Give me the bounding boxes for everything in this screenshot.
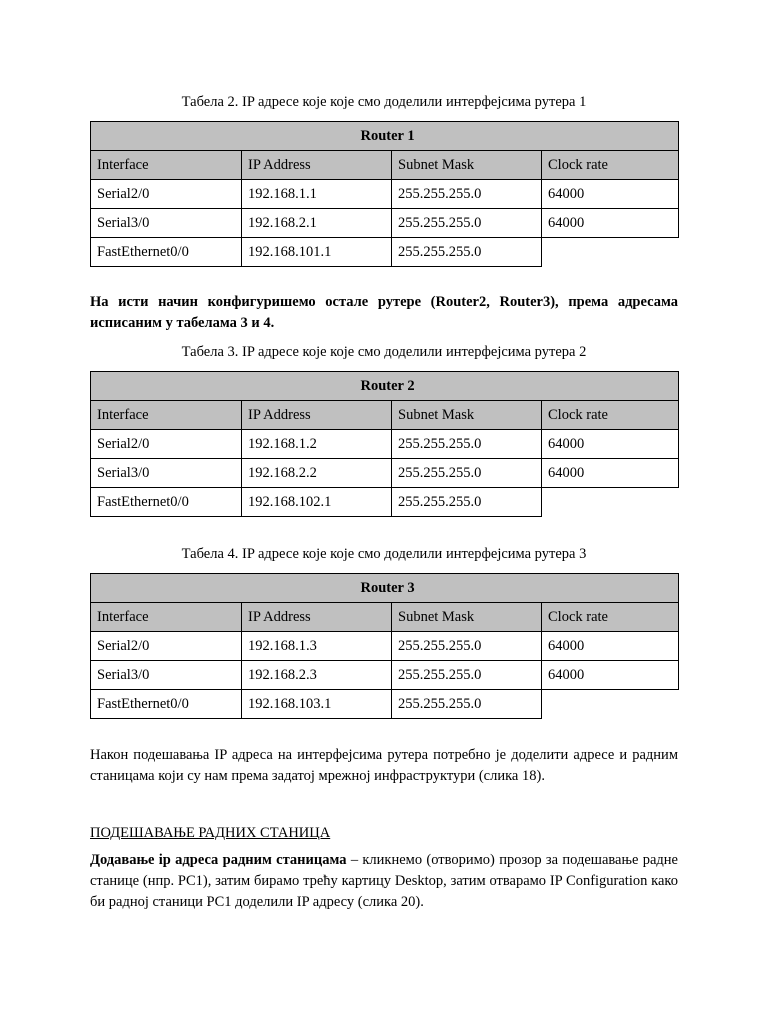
cell-clock: 64000 [542, 209, 679, 238]
table-row [91, 430, 679, 459]
table-row [91, 459, 679, 488]
table-caption-2: Табела 2. IP адресе које које смо доделили интерфејсима рутера 1 [181, 94, 587, 110]
cell-interface: Serial2/0 [91, 430, 242, 459]
cell-interface: FastEthernet0/0 [91, 690, 242, 719]
column-header-mask: Subnet Mask [392, 401, 542, 430]
table-caption-4: Табела 4. IP адресе које које смо доделили интерфејсима рутера 3 [181, 546, 587, 562]
cell-ip: 192.168.2.2 [242, 459, 392, 488]
cell-clock: 64000 [542, 459, 679, 488]
column-header-ip: IP Address [242, 603, 392, 632]
cell-ip: 192.168.103.1 [242, 690, 392, 719]
cell-clock: 64000 [542, 632, 679, 661]
cell-clock: 64000 [542, 430, 679, 459]
cell-clock-empty [542, 238, 679, 267]
cell-mask: 255.255.255.0 [392, 632, 542, 661]
cell-ip: 192.168.1.1 [242, 180, 392, 209]
cell-mask: 255.255.255.0 [392, 488, 542, 517]
router-1-table [90, 121, 679, 267]
cell-mask: 255.255.255.0 [392, 238, 542, 267]
cell-clock-empty [542, 488, 679, 517]
section-heading: ПОДЕШАВАЊЕ РАДНИХ СТАНИЦА [90, 825, 331, 841]
workstation-address-paragraph: Након подешавања IP адреса на интерфејсима рутера потребно је доделити адресе и радним станицама који су нам према задатој мрежној инфраструктури (слика 18). [90, 747, 678, 784]
table-row [91, 632, 679, 661]
cell-interface: Serial3/0 [91, 661, 242, 690]
column-header-interface: Interface [91, 401, 242, 430]
table-row [91, 238, 679, 267]
table-row [91, 661, 679, 690]
cell-clock: 64000 [542, 661, 679, 690]
cell-ip: 192.168.1.3 [242, 632, 392, 661]
table-row [91, 690, 679, 719]
column-header-clock: Clock rate [542, 151, 679, 180]
table-title: Router 3 [91, 574, 679, 603]
column-header-mask: Subnet Mask [392, 151, 542, 180]
cell-interface: Serial3/0 [91, 209, 242, 238]
column-header-clock: Clock rate [542, 401, 679, 430]
cell-mask: 255.255.255.0 [392, 661, 542, 690]
cell-mask: 255.255.255.0 [392, 690, 542, 719]
cell-clock-empty [542, 690, 679, 719]
table-caption-3: Табела 3. IP адресе које које смо доделили интерфејсима рутера 2 [181, 344, 587, 360]
column-header-interface: Interface [91, 603, 242, 632]
cell-ip: 192.168.2.3 [242, 661, 392, 690]
config-paragraph-text: На исти начин конфигуришемо остале рутере (Router2, Router3), према адресама исписаним у табелама 3 и 4. [90, 294, 678, 331]
cell-mask: 255.255.255.0 [392, 430, 542, 459]
column-header-ip: IP Address [242, 401, 392, 430]
table-row [91, 180, 679, 209]
cell-ip: 192.168.102.1 [242, 488, 392, 517]
table-row [91, 209, 679, 238]
cell-mask: 255.255.255.0 [392, 180, 542, 209]
table-row [91, 488, 679, 517]
cell-interface: FastEthernet0/0 [91, 238, 242, 267]
column-header-interface: Interface [91, 151, 242, 180]
cell-mask: 255.255.255.0 [392, 459, 542, 488]
table-title: Router 1 [91, 122, 679, 151]
column-header-mask: Subnet Mask [392, 603, 542, 632]
add-ip-paragraph-bold: Додавање ip адреса радним станицама [90, 852, 347, 868]
cell-ip: 192.168.2.1 [242, 209, 392, 238]
cell-interface: FastEthernet0/0 [91, 488, 242, 517]
column-header-ip: IP Address [242, 151, 392, 180]
router-3-table [90, 573, 679, 719]
cell-mask: 255.255.255.0 [392, 209, 542, 238]
column-header-clock: Clock rate [542, 603, 679, 632]
cell-ip: 192.168.101.1 [242, 238, 392, 267]
cell-interface: Serial2/0 [91, 632, 242, 661]
add-ip-paragraph [90, 850, 678, 913]
add-ip-paragraph-text: – кликнемо (отворимо) прозор за подешавање радне станице (нпр. PC1), затим бирамо трећу картицу Desktop, затим отварамо IP Configuration како би радној станици PC1 доделили IP адресу (слика 20). [90, 852, 678, 910]
router-2-table [90, 371, 679, 517]
cell-interface: Serial3/0 [91, 459, 242, 488]
table-title: Router 2 [91, 372, 679, 401]
config-paragraph [90, 292, 678, 334]
cell-ip: 192.168.1.2 [242, 430, 392, 459]
cell-interface: Serial2/0 [91, 180, 242, 209]
cell-clock: 64000 [542, 180, 679, 209]
